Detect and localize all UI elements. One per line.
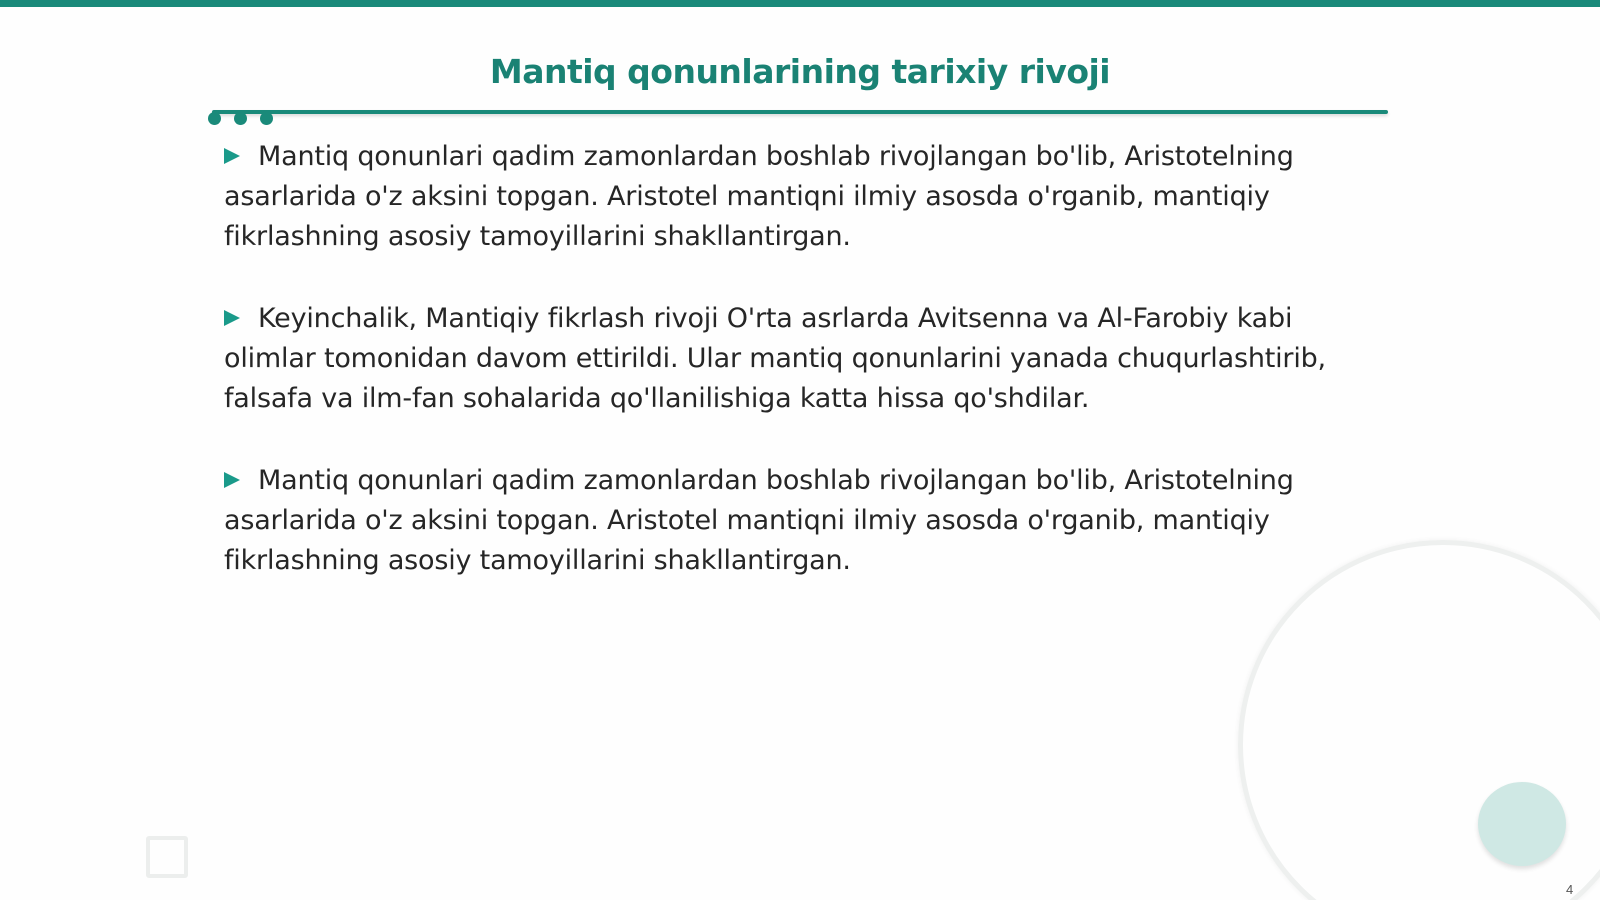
page-number: 4 xyxy=(1566,882,1574,897)
slide-title: Mantiq qonunlarining tarixiy rivoji xyxy=(489,52,1111,91)
decorative-square xyxy=(146,836,188,878)
paragraph-text: Keyinchalik, Mantiqiy fikrlash rivoji O'rta asrlarda Avitsenna va Al-Farobiy kabi olimlar tomonidan davom ettirildi. Ular mantiq qonunlarini yanada chuqurlashtirib, falsafa va ilm-fan sohalarida qo'llanilishiga katta hissa qo'shdilar. xyxy=(224,303,1326,414)
triangle-right-icon xyxy=(224,310,240,326)
decorative-circle xyxy=(1478,782,1566,866)
paragraph-text: Mantiq qonunlari qadim zamonlardan boshlab rivojlangan bo'lib, Aristotelning asarlarida o'z aksini topgan. Aristotel mantiqni ilmiy asosda o'rganib, mantiqiy fikrlashning asosiy tamoyillarini shakllantirgan. xyxy=(224,465,1294,576)
paragraph-text: Mantiq qonunlari qadim zamonlardan boshlab rivojlangan bo'lib, Aristotelning asarlarida o'z aksini topgan. Aristotel mantiqni ilmiy asosda o'rganib, mantiqiy fikrlashning asosiy tamoyillarini shakllantirgan. xyxy=(224,141,1294,252)
title-underline xyxy=(212,110,1388,114)
triangle-right-icon xyxy=(224,472,240,488)
bullet-paragraph-2 xyxy=(224,299,1364,419)
bullet-paragraph-3 xyxy=(224,461,1364,581)
dot-decoration-3 xyxy=(260,112,273,125)
dot-decoration-2 xyxy=(234,112,247,125)
dot-decoration-1 xyxy=(208,112,221,125)
triangle-right-icon xyxy=(224,148,240,164)
slide-body xyxy=(224,137,1364,623)
bullet-paragraph-1 xyxy=(224,137,1364,257)
top-accent-bar xyxy=(0,0,1600,7)
